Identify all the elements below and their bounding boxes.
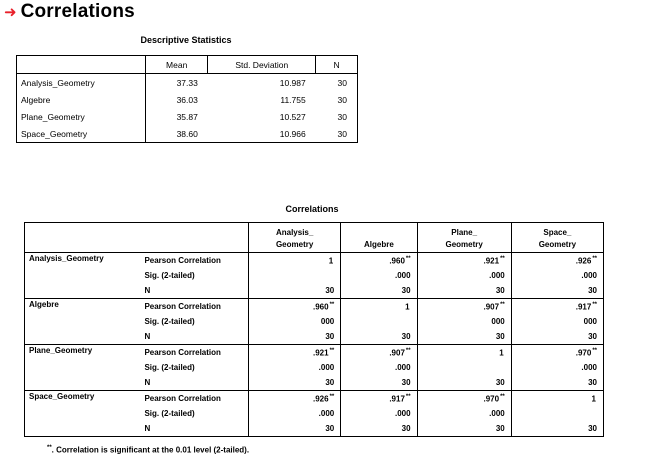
stat-label: Sig. (2-tailed) xyxy=(140,360,248,375)
sig-value xyxy=(417,360,511,375)
significance-mark: ** xyxy=(592,255,597,262)
cell-value: .921 xyxy=(483,256,500,266)
table-row xyxy=(25,345,604,361)
cell-value: .970 xyxy=(483,394,500,404)
pearson-value xyxy=(341,299,417,315)
col-header-n: N xyxy=(316,56,358,74)
sig-value: .000 xyxy=(249,406,341,421)
n-value: 30 xyxy=(341,283,417,299)
pearson-value xyxy=(511,253,603,269)
mean-value: 35.87 xyxy=(176,111,198,122)
col-header-space-geometry xyxy=(511,223,603,253)
sd-value: 11.755 xyxy=(280,94,306,105)
pearson-value xyxy=(511,299,603,315)
cell-value: .917 xyxy=(389,394,405,404)
table-row xyxy=(25,253,604,269)
significance-mark: ** xyxy=(405,393,411,400)
table-row xyxy=(25,391,604,407)
n-value: 30 xyxy=(417,329,511,345)
cell-value: .960 xyxy=(389,256,405,266)
n-value: 30 xyxy=(341,329,417,345)
sig-value: .000 xyxy=(511,268,603,283)
n-value: 30 xyxy=(511,375,603,391)
n-value: 30 xyxy=(341,421,417,437)
stat-label: Pearson Correlation xyxy=(140,299,248,315)
col-header-plane-geometry xyxy=(417,223,511,253)
significance-mark: ** xyxy=(592,347,597,354)
pearson-value xyxy=(341,253,417,269)
sig-value xyxy=(341,314,417,329)
significance-mark: ** xyxy=(592,301,597,308)
cell-value: .926 xyxy=(312,394,329,404)
sig-value: 000 xyxy=(511,314,603,329)
stat-label: N xyxy=(140,375,248,391)
footnote-text: Correlation is significant at the 0.01 level (2-tailed). xyxy=(56,445,250,455)
row-label: Algebre xyxy=(25,299,141,345)
corner-cell xyxy=(17,56,146,74)
pearson-value xyxy=(341,345,417,361)
sd-value: 10.527 xyxy=(279,111,306,122)
significance-mark: ** xyxy=(500,393,505,400)
descriptive-statistics-table xyxy=(16,55,358,143)
pearson-value xyxy=(249,391,341,407)
correlations-table xyxy=(24,222,604,437)
significance-mark: ** xyxy=(329,301,335,308)
pearson-value xyxy=(511,345,603,361)
cell-value: .907 xyxy=(483,302,500,312)
table-row xyxy=(17,125,358,143)
pearson-value xyxy=(417,299,511,315)
pearson-value xyxy=(249,345,341,361)
col-header-analysis-geometry xyxy=(249,223,341,253)
n-value: 30 xyxy=(341,375,417,391)
col-header-algebre xyxy=(341,223,417,253)
cell-value: 1 xyxy=(499,348,504,358)
pearson-value xyxy=(417,253,511,269)
pearson-value xyxy=(417,345,511,361)
table-row xyxy=(17,108,358,125)
stat-label: N xyxy=(140,283,248,299)
footnote: **. Correlation is significant at the 0.01 level (2-tailed). xyxy=(47,445,250,455)
n-value: 30 xyxy=(249,421,341,437)
n-value: 30 xyxy=(249,375,341,391)
n-value: 30 xyxy=(316,91,358,108)
significance-mark: ** xyxy=(405,347,411,354)
descriptive-caption: Descriptive Statistics xyxy=(140,35,232,45)
col-header-line2: Geometry xyxy=(275,240,314,249)
sig-value: .000 xyxy=(417,406,511,421)
n-value: 30 xyxy=(249,283,341,299)
row-label: Analysis_Geometry xyxy=(25,253,141,299)
mean-value: 38.60 xyxy=(146,125,208,143)
row-label: Plane_Geometry xyxy=(25,345,141,391)
cell-value: .960 xyxy=(312,302,329,312)
significance-mark: ** xyxy=(500,255,505,262)
col-header-line2: Algebre xyxy=(364,240,394,249)
sig-value xyxy=(511,406,603,421)
row-label: Space_Geometry xyxy=(25,391,141,437)
sig-value xyxy=(249,268,341,283)
mean-value: 37.33 xyxy=(176,77,198,88)
arrow-right-icon[interactable]: ➜ xyxy=(4,3,17,21)
row-label: Space_Geometry xyxy=(17,125,146,143)
pearson-value xyxy=(249,299,341,315)
cell-value: .970 xyxy=(575,348,592,358)
pearson-value xyxy=(417,391,511,407)
n-value: 30 xyxy=(511,329,603,345)
cell-value: 1 xyxy=(591,394,596,404)
row-label: Plane_Geometry xyxy=(17,108,146,125)
cell-value: .926 xyxy=(575,256,592,266)
n-value: 30 xyxy=(511,283,603,299)
n-value: 30 xyxy=(511,421,603,437)
pearson-value xyxy=(249,253,341,269)
corner-cell xyxy=(25,223,249,253)
col-header-sd: Std. Deviation xyxy=(208,56,316,74)
table-row xyxy=(25,299,604,315)
pearson-value xyxy=(341,391,417,407)
table-row xyxy=(17,91,358,108)
cell-value: .921 xyxy=(312,348,329,358)
sig-value: 000 xyxy=(249,314,341,329)
n-value: 30 xyxy=(316,108,358,125)
col-header-line1: Space_ xyxy=(543,228,572,237)
col-header-line1: Analysis_ xyxy=(275,228,314,237)
n-value: 30 xyxy=(316,74,358,92)
cell-value: 1 xyxy=(405,302,410,312)
page-title: Correlations xyxy=(20,1,135,22)
significance-mark: ** xyxy=(47,445,52,451)
sig-value: .000 xyxy=(341,360,417,375)
col-header-line2: Geometry xyxy=(538,240,577,249)
stat-label: N xyxy=(140,329,248,345)
significance-mark: ** xyxy=(405,255,411,262)
significance-mark: ** xyxy=(329,393,335,400)
col-header-mean: Mean xyxy=(146,56,208,74)
stat-label: Pearson Correlation xyxy=(140,253,248,269)
cell-value: .907 xyxy=(389,348,405,358)
col-header-line1: Plane_ xyxy=(451,228,478,237)
cell-value: 1 xyxy=(328,256,334,266)
cell-value: .917 xyxy=(575,302,592,312)
n-value: 30 xyxy=(249,329,341,345)
correlations-caption: Correlations xyxy=(285,204,339,214)
stat-label: Pearson Correlation xyxy=(140,391,248,407)
significance-mark: ** xyxy=(500,301,505,308)
significance-mark: ** xyxy=(329,347,335,354)
stat-label: Sig. (2-tailed) xyxy=(140,268,248,283)
n-value: 30 xyxy=(417,375,511,391)
sig-value: 000 xyxy=(417,314,511,329)
sig-value: .000 xyxy=(341,406,417,421)
stat-label: Sig. (2-tailed) xyxy=(140,314,248,329)
mean-value: 36.03 xyxy=(176,94,198,105)
sd-value: 10.987 xyxy=(279,77,306,88)
output-header xyxy=(4,0,135,24)
table-row xyxy=(17,74,358,92)
stat-label: Pearson Correlation xyxy=(140,345,248,361)
sd-value: 10.966 xyxy=(208,125,316,143)
stat-label: Sig. (2-tailed) xyxy=(140,406,248,421)
n-value: 30 xyxy=(417,283,511,299)
pearson-value xyxy=(511,391,603,407)
n-value: 30 xyxy=(316,125,358,143)
row-label: Algebre xyxy=(17,91,146,108)
sig-value: .000 xyxy=(417,268,511,283)
row-label: Analysis_Geometry xyxy=(17,74,146,92)
col-header-line2: Geometry xyxy=(445,240,483,249)
n-value: 30 xyxy=(417,421,511,437)
sig-value: .000 xyxy=(249,360,341,375)
sig-value: .000 xyxy=(511,360,603,375)
stat-label: N xyxy=(140,421,248,437)
sig-value: .000 xyxy=(341,268,417,283)
